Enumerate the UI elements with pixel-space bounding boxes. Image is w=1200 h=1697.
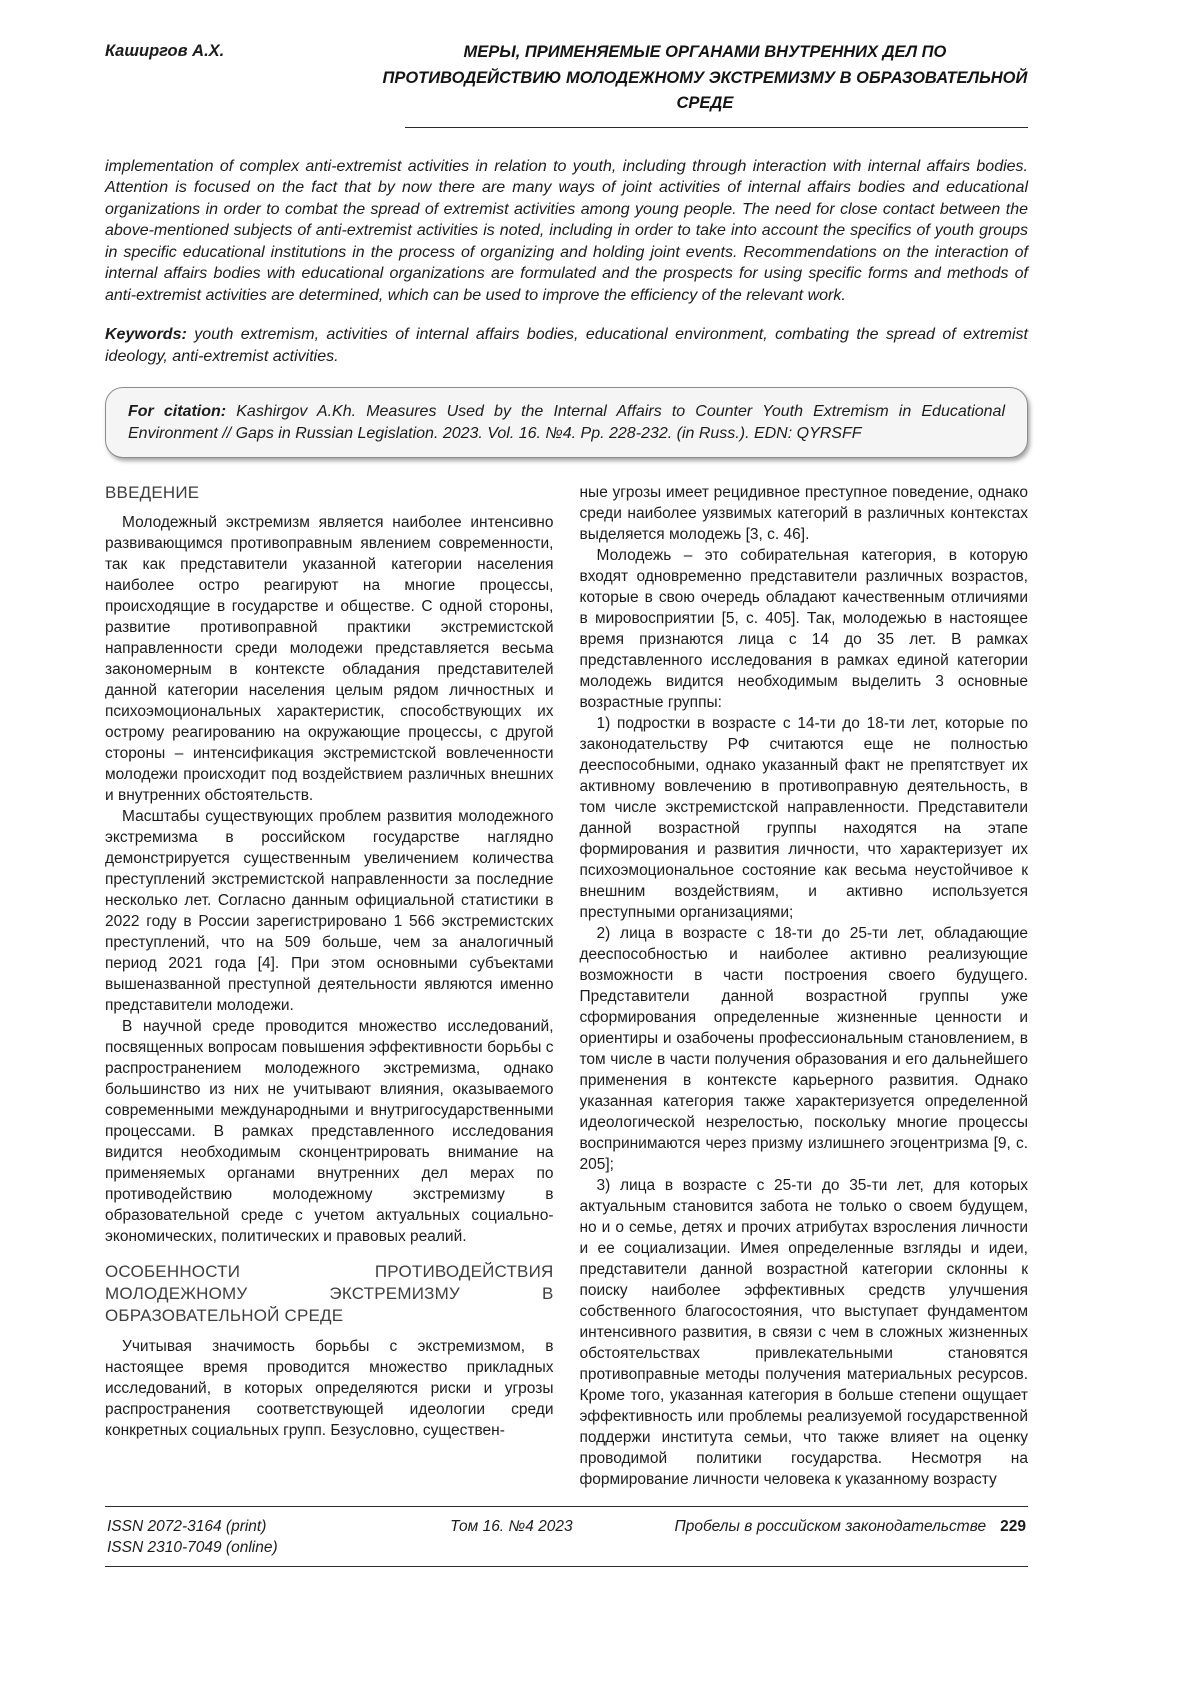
section-heading-features: ОСОБЕННОСТИ ПРОТИВОДЕЙСТВИЯ МОЛОДЕЖНОМУ ЭКСТРЕМИЗМУ В ОБРАЗОВАТЕЛЬНОЙ СРЕДЕ — [105, 1262, 554, 1326]
paragraph-continuation: ные угрозы имеет рецидивное преступное поведение, однако среди наиболее уязвимых категорий в различных контекстах выделяется молодежь [3, с. 46]. — [579, 484, 1028, 544]
paragraph: 2) лица в возрасте с 18-ти до 25-ти лет, обладающие дееспособностью и наиболее активно реализующие возможности в части построения своего будущего. Представители данной возрастной группы уже сформирования определенные жизненные ценности и ориентиры и озабочены профессиональным становлением, в том числе в части получения образования и его дальнейшего применения в контексте карьерного развития. Однако указанная категория также характеризуется определенной идеологической незрелостью, поскольку многие процессы воспринимаются через призму излишнего эгоцентризма [9, с. 205]; — [579, 925, 1028, 1174]
paragraph: Учитывая значимость борьбы с экстремизмом, в настоящее время проводится множество прикладных исследований, в которых определяются риски и угрозы распространения соответствующей идеологии среди конкретных социальных групп. Безусловно, существен- — [105, 1337, 554, 1439]
journal-block — [640, 1516, 1026, 1537]
keywords-text: youth extremism, activities of internal affairs bodies, educational environment, combating the spread of extremist ideology, anti-extremist activities. — [105, 326, 1028, 365]
page-footer — [105, 1506, 1028, 1567]
paragraph: 1) подростки в возрасте с 14-ти до 18-ти лет, которые по законодательству РФ считаются еще не полностью дееспособными, однако указанный факт не препятствует их активному вовлечению в противоправную деятельность, в том числе экстремистской направленности. Представители данной возрастной группы находятся на этапе формирования и развития личности, что характеризует их психоэмоциональное состояние как весьма неустойчивое к внешним воздействиям, и активно используется преступными организациями; — [579, 715, 1028, 922]
issn-print: ISSN 2072-3164 (print) — [107, 1518, 267, 1535]
page-number: 229 — [1000, 1518, 1026, 1535]
citation-label: For citation: — [128, 403, 227, 421]
paragraph: Молодежный экстремизм является наиболее интенсивно развивающимся противоправным явлением современности, так как представители указанной категории населения наиболее остро реагируют на многие процессы, происходящие в государстве и обществе. С одной стороны, развитие противоправной практики экстремистской направленности среди молодежи представляется весьма закономерным в контексте обладания представителей данной категории населения целым рядом личностных и психоэмоциональных характеристик, способствующих их острому реагированию на окружающие процессы, с другой стороны – интенсификация экстремистской вовлеченности молодежи происходит под воздействием различных внешних и внутренних обстоятельств. — [105, 514, 554, 805]
keywords-block — [105, 324, 1028, 367]
volume-info: Том 16. №4 2023 — [450, 1518, 573, 1535]
journal-title: Пробелы в российском законодательстве — [674, 1518, 987, 1535]
article-body — [105, 482, 1028, 1490]
header-rule — [405, 127, 1028, 128]
left-column — [105, 482, 554, 1490]
footer-row — [107, 1516, 1026, 1558]
article-title: МЕРЫ, ПРИМЕНЯЕМЫЕ ОРГАНАМИ ВНУТРЕННИХ ДЕЛ ПО ПРОТИВОДЕЙСТВИЮ МОЛОДЕЖНОМУ ЭКСТРЕМИЗМУ В ОБРАЗОВАТЕЛЬНОЙ СРЕДЕ — [382, 43, 1028, 113]
paragraph: В научной среде проводится множество исследований, посвященных вопросам повышения эффективности борьбы с распространением молодежного экстремизма, однако большинство из них не учитывают влияния, оказываемого современными международными и внутригосударственными процессами. В рамках представленного исследования видится необходимым сконцентрировать внимание на применяемых органами внутренних дел мерах по противодействию молодежному экстремизму в образовательной среде с учетом актуальных социально-экономических, политических и правовых реалий. — [105, 1018, 554, 1246]
author-name: Каширгов А.Х. — [105, 42, 225, 60]
issn-online: ISSN 2310-7049 (online) — [107, 1539, 278, 1556]
paragraph: Молодежь – это собирательная категория, в которую входят одновременно представители различных возрастов, которые в свою очередь обладают качественным отличиями в мировосприятии [5, с. 405]. Так, молодежью в настоящее время признаются лица с 14 до 35 лет. В рамках представленного исследования в рамках единой категории молодежь видится необходимым выделить 3 основные возрастные группы: — [579, 547, 1028, 712]
abstract-text: implementation of complex anti-extremist activities in relation to youth, including through interaction with internal affairs bodies. Attention is focused on the fact that by now there are many ways of joint activities of internal affairs bodies and educational organizations in order to combat the spread of extremist activities among young people. The need for close contact between the above-mentioned subjects of anti-extremist activities is noted, including in order to take into account the specifics of youth groups in specific educational institutions in the process of organizing and holding joint events. Recommendations on the interaction of internal affairs bodies with educational organizations are formulated and the prospects for using specific forms and methods of anti-extremist activities are determined, which can be used to improve the efficiency of the relevant work. — [105, 157, 1028, 304]
section-heading-introduction: ВВЕДЕНИЕ — [105, 483, 200, 503]
page-header — [105, 40, 1028, 117]
issn-block — [107, 1516, 383, 1558]
paragraph: Масштабы существующих проблем развития молодежного экстремизма в российском государстве наглядно демонстрируется существенным увеличением количества преступлений экстремистской направленности за последние несколько лет. Согласно данным официальной статистики в 2022 году в России зарегистрировано 1 566 экстремистских преступлений, что на 509 больше, чем за аналогичный период 2021 года [4]. При этом основными субъектами вышеназванной преступной деятельности являются именно представители молодежи. — [105, 808, 554, 1015]
right-column — [580, 482, 1029, 1490]
keywords-label: Keywords: — [105, 326, 187, 344]
citation-text: Kashirgov A.Kh. Measures Used by the Internal Affairs to Counter Youth Extremism in Educational Environment // Gaps in Russian Legislation. 2023. Vol. 16. №4. Pp. 228-232. (in Russ.). EDN: QYRSFF — [128, 403, 1006, 442]
paragraph: 3) лица в возрасте с 25-ти до 35-ти лет, для которых актуальным становится забота не только о своем будущем, но и о семье, детях и прочих атрибутах взросления личности и ее социализации. Имея определенные взгляды и идеи, представители данной возрастной категории склонны к поиску наиболее эффективных средств улучшения собственного благосостояния, что выступает фундаментом интенсивного развития, в связи с чем в сложных жизненных обстоятельствах привлекательными становятся противоправные методы получения материальных ресурсов. Кроме того, указанная категория в больше степени ощущает эффективность или проблемы реализуемой государственной поддержи института семьи, что также влияет на оценку проводимой политики государства. Несмотря на формирование личности человека к указанному возрасту — [579, 1177, 1028, 1489]
citation-box — [105, 387, 1028, 458]
